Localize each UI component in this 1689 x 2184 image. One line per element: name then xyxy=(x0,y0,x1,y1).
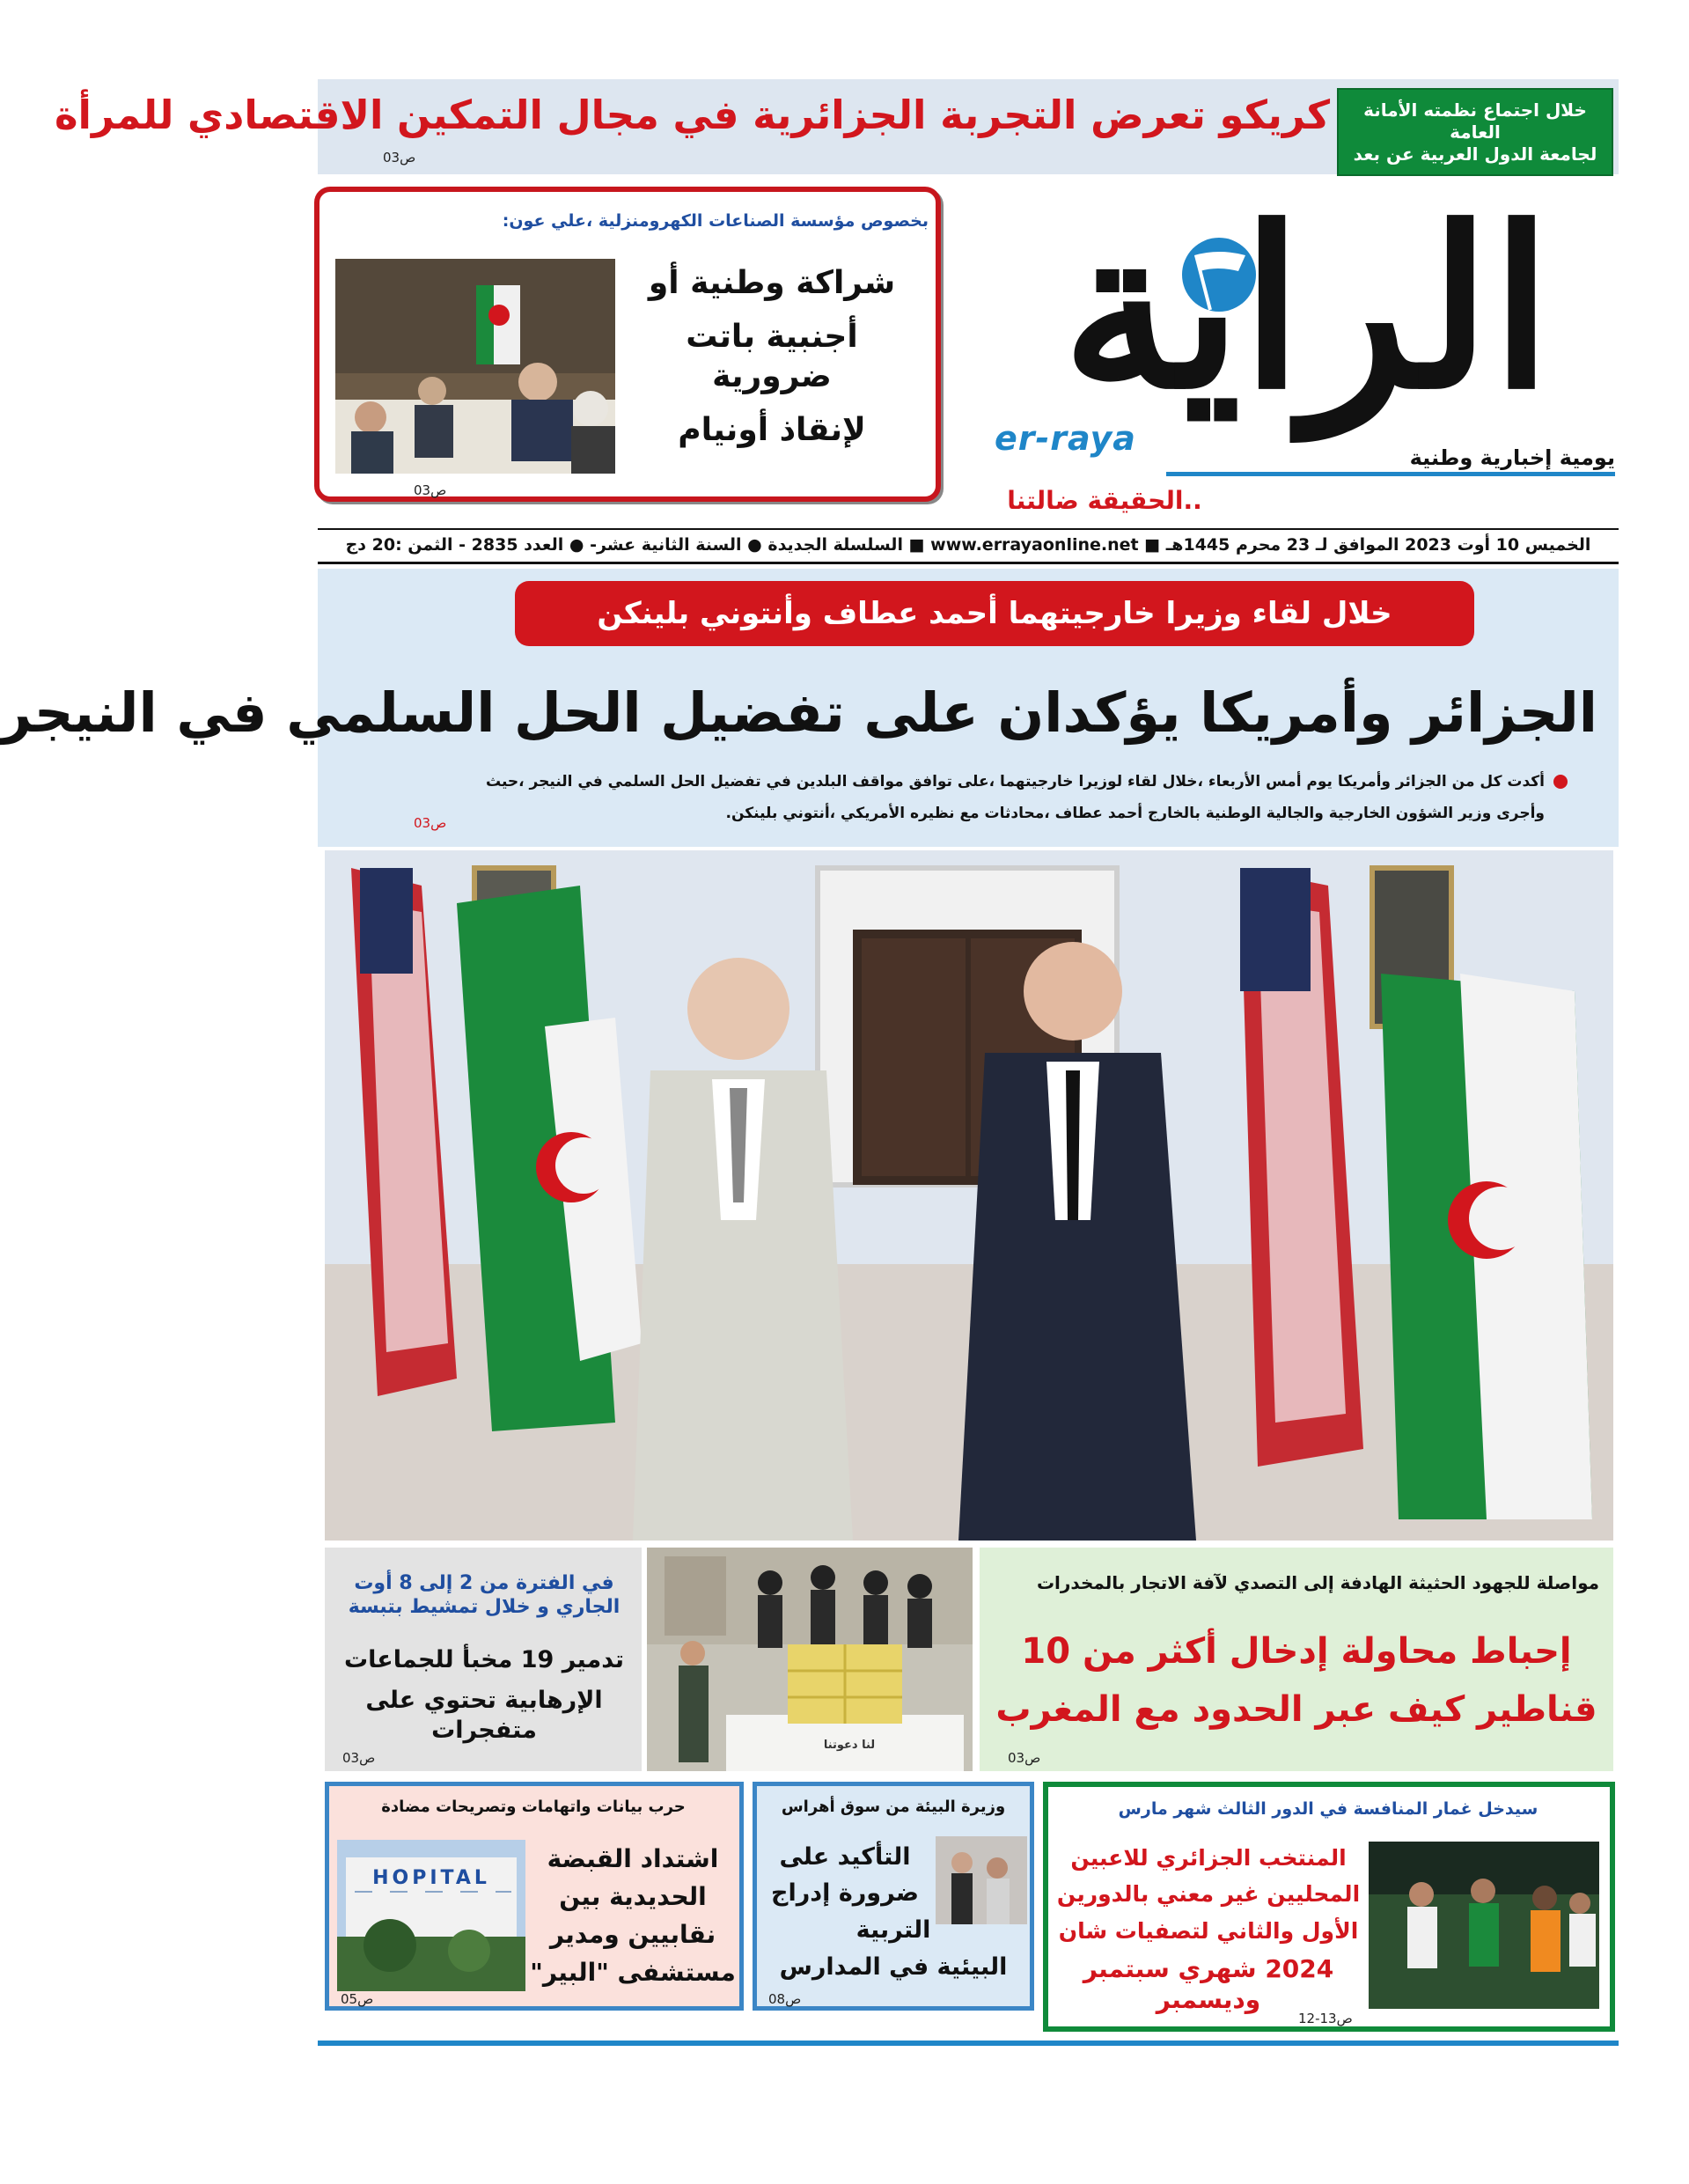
lead-summary-line-2: وأجرى وزير الشؤون الخارجية والجالية الوطنية بالخارج أحمد عطاف ،محادثات مع نظيره الأمريكي ،أنتوني بلينكن. xyxy=(725,805,1545,822)
story-border-kicker-line-2: الجاري و خلال تمشيط بتبسة xyxy=(348,1596,621,1618)
story-sport-page-ref: ص13-12 xyxy=(1298,2011,1353,2026)
story-environment-headline xyxy=(761,1833,1025,1991)
story-drugs-headline-line-2: قناطير كيف عبر الحدود مع المغرب xyxy=(995,1689,1597,1730)
story-drugs-photo-banner: لنا دعوتنا xyxy=(797,1734,902,1755)
inset-headline xyxy=(624,255,920,458)
story-sport-headline-line-4: 2024 شهري سبتمبر وديسمبر xyxy=(1083,1953,1334,2014)
green-label-line-1: خلال اجتماع نظمته الأمانة العامة xyxy=(1363,99,1587,143)
top-banner-headline[interactable]: كريكو تعرض التجربة الجزائرية في مجال التمكين الاقتصادي للمرأة xyxy=(54,92,1330,138)
lead-page-ref: ص03 xyxy=(414,815,447,831)
story-hospital-kicker: حرب بيانات واتهامات وتصريحات مضادة xyxy=(381,1798,686,1816)
story-environment-headline-line-2: ضرورة إدراج xyxy=(771,1879,919,1908)
dateline-top-rule xyxy=(318,528,1619,530)
story-sport-kicker: سيدخل غمار المنافسة في الدور الثالث شهر مارس xyxy=(1118,1799,1538,1819)
story-border-headline-line-2: الإرهابية تحتوي على متفجرات xyxy=(365,1687,603,1744)
story-sport-headline-line-3: الأول والثاني لتصفيات شان xyxy=(1058,1917,1359,1944)
top-banner-green-label xyxy=(1337,88,1613,176)
story-drugs-headline-line-1: إحباط محاولة إدخال أكثر من 10 xyxy=(1021,1631,1572,1672)
story-border-page-ref: ص03 xyxy=(342,1750,376,1766)
inset-headline-line-1: شراكة وطنية أو xyxy=(648,265,896,301)
story-hospital-headline-line-4: مستشفى "البير" xyxy=(530,1958,736,1987)
ministers-photo-icon xyxy=(325,850,1613,1541)
story-border-kicker xyxy=(330,1558,638,1632)
story-sport-headline-line-1: المنتخب الجزائري للاعبين xyxy=(1070,1845,1347,1871)
story-hospital-headline xyxy=(529,1836,737,1995)
inset-page-ref: ص03 xyxy=(414,482,447,498)
story-sport-headline xyxy=(1054,1842,1363,2018)
lead-photo[interactable] xyxy=(325,850,1613,1541)
story-border-headline xyxy=(330,1643,638,1748)
top-banner-page-ref: ص03 xyxy=(383,150,416,165)
hospital-photo-icon xyxy=(337,1840,525,1991)
logo-arabic: الراية xyxy=(1061,179,1553,438)
lead-summary-line-1: أكدت كل من الجزائر وأمريكا يوم أمس الأربعاء ،خلال لقاء لوزيرا خارجيتهما ،على توافق مواقف البلدين في تفضيل الحل السلمي في النيجر ،حيث xyxy=(485,773,1545,791)
story-hospital-headline-line-3: نقابيين ومدير xyxy=(549,1920,716,1949)
lead-kicker: خلال لقاء وزيرا خارجيتهما أحمد عطاف وأنتوني بلينكن xyxy=(515,581,1474,646)
inset-headline-line-2: أجنبية باتت ضرورية xyxy=(686,319,858,394)
story-environment-headline-line-3: التربية xyxy=(856,1916,931,1944)
masthead-slogan: ..الحقيقة ضالتنا xyxy=(937,486,1272,525)
story-environment-headline-line-1: التأكيد على xyxy=(779,1842,911,1871)
footer-rule xyxy=(318,2041,1619,2046)
story-drugs-page-ref: ص03 xyxy=(1008,1750,1041,1766)
lead-headline: الجزائر وأمريكا يؤكدان على تفضيل الحل السلمي في النيجر xyxy=(0,680,1597,745)
meeting-photo-icon xyxy=(335,259,615,474)
inset-kicker: بخصوص مؤسسة الصناعات الكهرومنزلية ،علي عون: xyxy=(502,211,929,231)
green-label-line-2: لجامعة الدول العربية عن بعد xyxy=(1353,143,1597,165)
story-hospital-headline-line-2: الحديدية بين xyxy=(559,1882,707,1911)
story-hospital-sign: HOPITAL xyxy=(346,1864,517,1891)
story-sport-photo xyxy=(1369,1842,1599,2009)
story-sport-headline-line-2: المحليين غير معني بالدورين xyxy=(1056,1881,1361,1908)
story-environment-page-ref: ص08 xyxy=(768,1991,802,2007)
masthead-blue-rule xyxy=(1166,472,1615,476)
dateline-bottom-rule xyxy=(318,562,1619,564)
story-hospital-page-ref: ص05 xyxy=(341,1991,374,2007)
story-drugs-kicker: مواصلة للجهود الحثيثة الهادفة إلى التصدي لآفة الاتجار بالمخدرات xyxy=(1036,1572,1599,1593)
logo-latin: er-raya xyxy=(995,419,1136,458)
masthead-subtitle: يومية إخبارية وطنية xyxy=(1409,445,1615,470)
story-environment-kicker: وزيرة البيئة من سوق أهراس xyxy=(781,1798,1006,1816)
football-photo-icon xyxy=(1369,1842,1599,2009)
inset-photo xyxy=(335,259,615,474)
story-hospital-photo xyxy=(337,1840,525,1991)
story-border-kicker-line-1: في الفترة من 2 إلى 8 أوت xyxy=(354,1571,614,1594)
lead-bullet xyxy=(1553,775,1568,789)
story-drugs-headline xyxy=(983,1614,1610,1746)
dateline: الخميس 10 أوت 2023 الموافق لـ 23 محرم 1445هـ ■ www.errayaonline.net ■ السلسلة الجديدة ● السنة الثانية عشر- ● العدد 2835 - الثمن :20 دج xyxy=(345,535,1591,555)
story-border-headline-line-1: تدمير 19 مخبأ للجماعات xyxy=(344,1646,624,1674)
lead-summary xyxy=(330,766,1545,836)
story-environment-headline-line-4: البيئية في المدارس xyxy=(779,1952,1008,1981)
story-hospital-headline-line-1: اشتداد القبضة xyxy=(547,1844,719,1873)
inset-headline-line-3: لإنقاذ أونيام xyxy=(678,412,866,448)
